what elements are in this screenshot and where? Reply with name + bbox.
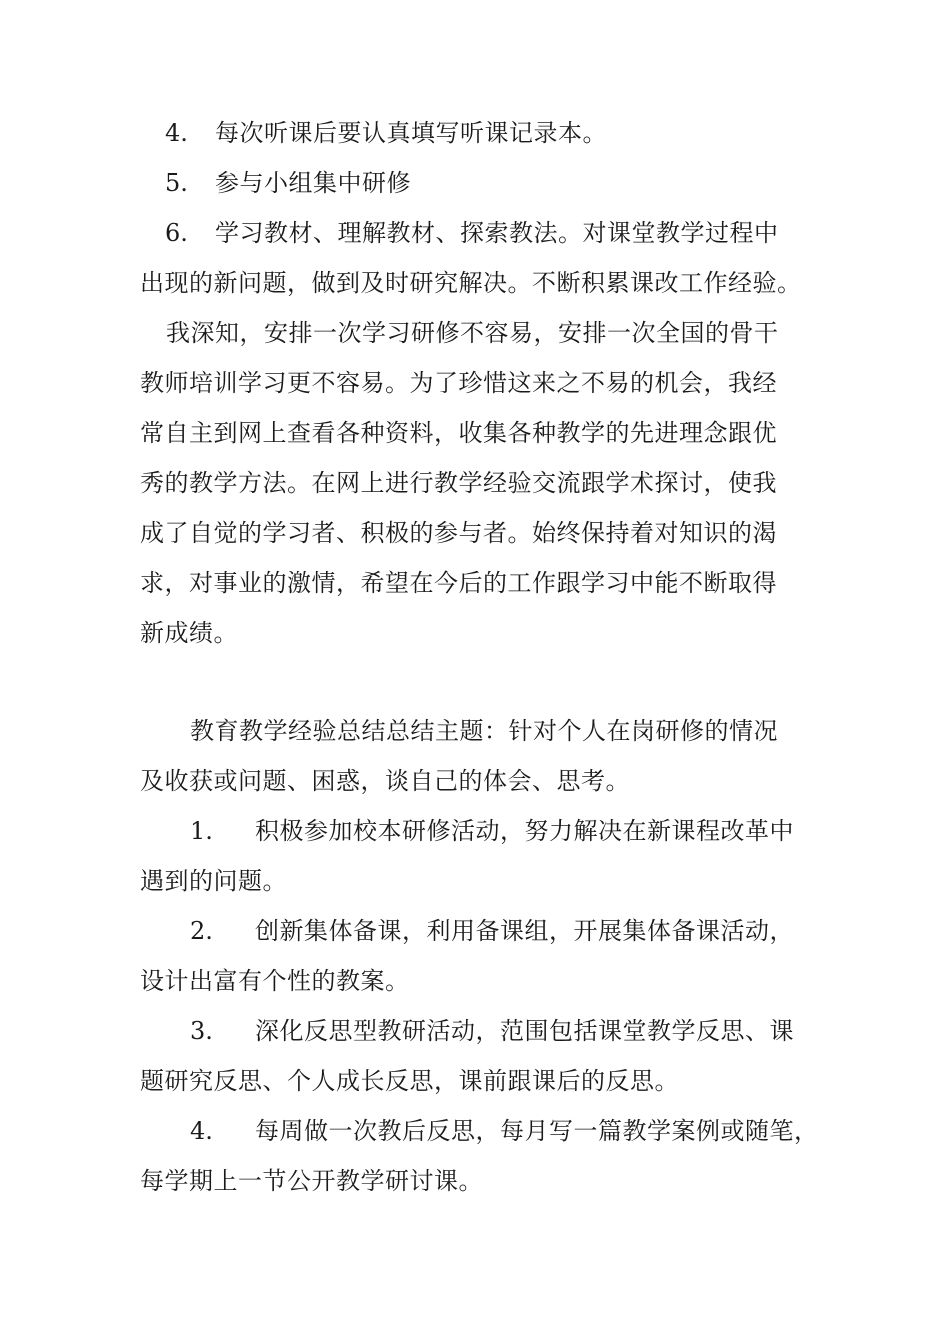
paragraph-line: 教师培训学习更不容易。为了珍惜这来之不易的机会，我经 — [140, 369, 777, 397]
list-item-number: 2. — [190, 917, 213, 945]
list-item-text: 每周做一次教后反思，每月写一篇教学案例或随笔， — [255, 1117, 819, 1145]
list-item-text: 学习教材、理解教材、探索教法。对课堂教学过程中 — [215, 219, 779, 247]
list-item-continuation: 题研究反思、个人成长反思，课前跟课后的反思。 — [140, 1067, 679, 1095]
paragraph-line: 秀的教学方法。在网上进行教学经验交流跟学术探讨，使我 — [140, 469, 777, 497]
list-item-number: 5. — [165, 169, 188, 197]
paragraph-line: 常自主到网上查看各种资料，收集各种教学的先进理念跟优 — [140, 419, 777, 447]
list-item-number: 4. — [190, 1117, 213, 1145]
list-item-number: 1. — [190, 817, 213, 845]
list-item-text: 参与小组集中研修 — [215, 169, 411, 197]
section-intro-line: 教育教学经验总结总结主题：针对个人在岗研修的情况 — [190, 717, 778, 745]
list-item-text: 积极参加校本研修活动，努力解决在新课程改革中 — [255, 817, 794, 845]
paragraph-line: 新成绩。 — [140, 619, 238, 647]
list-item-text: 深化反思型教研活动，范围包括课堂教学反思、课 — [255, 1017, 794, 1045]
paragraph-line: 成了自觉的学习者、积极的参与者。始终保持着对知识的渴 — [140, 519, 777, 547]
paragraph-line: 求，对事业的激情，希望在今后的工作跟学习中能不断取得 — [140, 569, 777, 597]
list-item-continuation: 设计出富有个性的教案。 — [140, 967, 410, 995]
paragraph-line: 我深知，安排一次学习研修不容易，安排一次全国的骨干 — [166, 319, 779, 347]
list-item-text: 每次听课后要认真填写听课记录本。 — [215, 119, 607, 147]
list-item-continuation: 出现的新问题，做到及时研究解决。不断积累课改工作经验。 — [140, 269, 802, 297]
list-item-number: 3. — [190, 1017, 213, 1045]
section-intro-line: 及收获或问题、困惑，谈自己的体会、思考。 — [140, 767, 630, 795]
list-item-continuation: 每学期上一节公开教学研讨课。 — [140, 1167, 483, 1195]
list-item-text: 创新集体备课，利用备课组，开展集体备课活动， — [255, 917, 794, 945]
list-item-continuation: 遇到的问题。 — [140, 867, 287, 895]
list-item-number: 4. — [165, 119, 188, 147]
list-item-number: 6. — [165, 219, 188, 247]
